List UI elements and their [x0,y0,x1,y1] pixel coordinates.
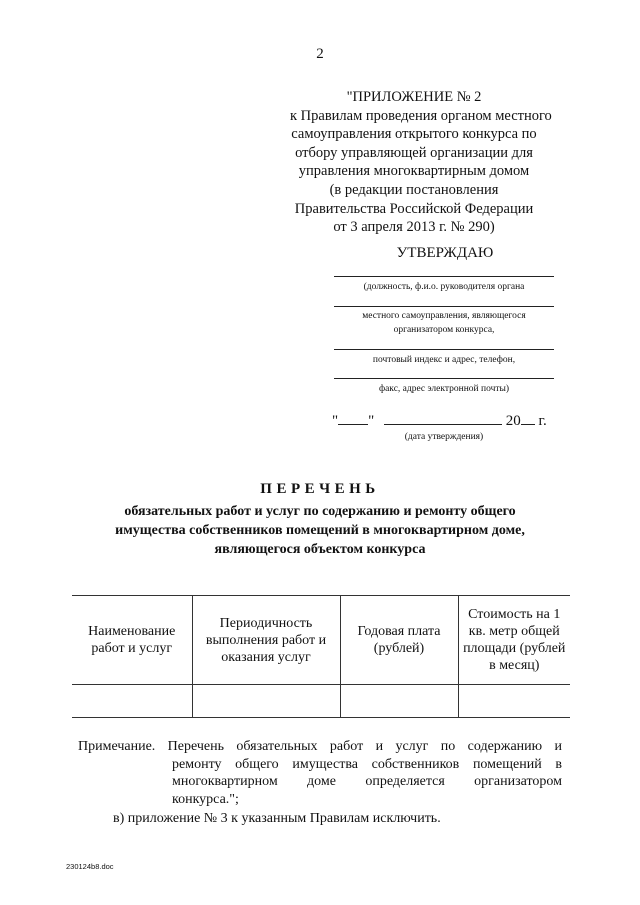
note-line: Примечание. Перечень обязательных работ и услуг по содержанию и [78,739,562,754]
approval-date-line [332,410,547,430]
date-day-blank [338,410,368,425]
document-subtitle [90,502,550,559]
table-cell [192,685,340,718]
signature-caption-line: местного самоуправления, являющегося [362,311,526,321]
annex-line: самоуправления открытого конкурса по [291,126,537,143]
signature-caption [334,309,554,337]
note-line: конкурса."; [172,791,239,807]
date-year-blank [521,410,535,425]
annex-line: отбору управляющей организации для [295,144,533,161]
signature-caption: (должность, ф.и.о. руководителя органа [363,282,525,292]
annex-line: "ПРИЛОЖЕНИЕ № 2 [346,89,482,105]
file-footer: 230124b8.doc [66,862,114,871]
page-number: 2 [316,46,324,62]
signature-caption: почтовый индекс и адрес, телефон, [372,355,516,365]
note-line: многоквартирном доме определяется организатором [172,774,562,789]
date-suffix: г. [534,413,547,429]
column-header-cost-per-meter: Стоимость на 1 кв. метр общей площади (рублей в месяц) [458,596,570,685]
subtitle-line: имущества собственников помещений в многоквартирном доме, [115,523,525,538]
column-header-periodicity: Периодичность выполнения работ и оказания услуг [192,596,340,685]
note-paragraph [78,738,562,808]
signature-line [334,378,554,379]
exclusion-clause: в) приложение № 3 к указанным Правилам исключить. [113,811,441,826]
table-cell [72,685,192,718]
date-year: 20 [505,413,521,429]
annex-line: к Правилам проведения органом местного [290,107,552,124]
annex-line: Правительства Российской Федерации [294,200,534,217]
signature-line [334,349,554,350]
signature-caption: факс, адрес электронной почты) [378,384,510,394]
annex-heading [290,88,552,237]
note-line: ремонту общего имущества собственников помещений в [172,756,562,772]
date-quote: " [332,413,339,429]
table-cell [340,685,458,718]
table-row [72,685,570,718]
signature-line [334,276,554,277]
date-month-blank [384,410,502,425]
column-header-annual-fee: Годовая плата (рублей) [340,596,458,685]
signature-caption-line: организатором конкурса, [393,325,495,335]
approval-heading: УТВЕРЖДАЮ [396,245,494,261]
date-quote: " [368,413,375,429]
works-services-table [72,595,570,718]
note-continuation [78,756,562,809]
document-title: ПЕРЕЧЕНЬ [260,481,380,497]
annex-line: (в редакции постановления [329,181,499,198]
annex-line: от 3 апреля 2013 г. № 290) [333,219,495,236]
annex-line: управления многоквартирным домом [298,163,530,180]
approval-date-caption: (дата утверждения) [404,432,484,442]
table-cell [458,685,570,718]
column-header-name: Наименование работ и услуг [72,596,192,685]
signature-line [334,306,554,307]
subtitle-line: обязательных работ и услуг по содержанию и ремонту общего [124,504,516,519]
subtitle-line: являющегося объектом конкурса [214,542,426,557]
table-header-row [72,596,570,685]
